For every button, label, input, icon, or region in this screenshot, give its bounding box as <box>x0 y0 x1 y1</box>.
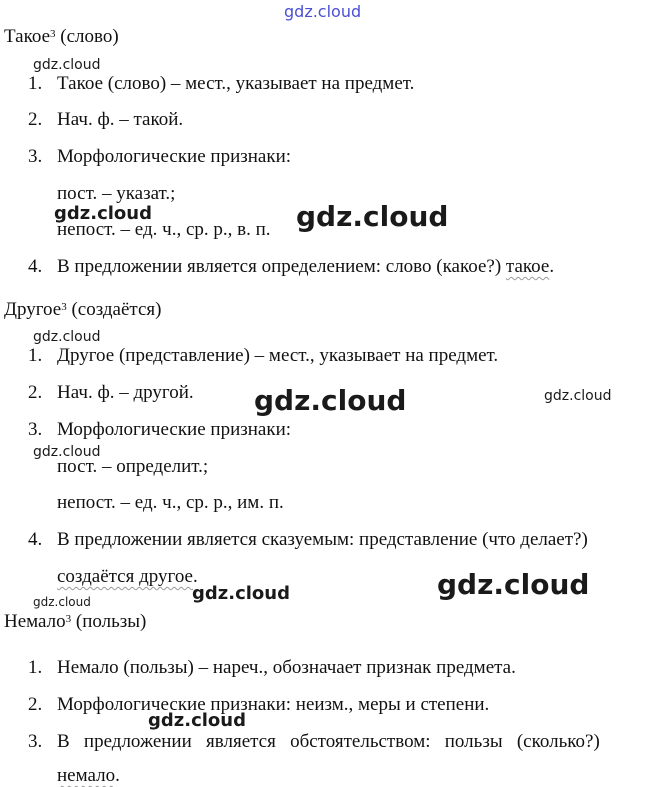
period: . <box>193 566 198 587</box>
list-item: В предложении является сказуемым: представление (что делает?) <box>57 529 588 550</box>
list-item: Нач. ф. – другой. <box>57 382 194 403</box>
heading-word: Другое <box>4 299 62 320</box>
watermark: gdz.cloud <box>54 203 152 224</box>
list-item-continuation <box>57 566 198 588</box>
watermark: gdz.cloud <box>148 710 246 731</box>
underlined-word: создаётся другое <box>57 566 193 587</box>
section-heading-nemalo <box>4 611 146 633</box>
list-item-continuation <box>57 765 120 787</box>
list-item <box>57 256 554 278</box>
list-number: 4. <box>28 256 43 277</box>
watermark: gdz.cloud <box>33 329 101 345</box>
watermark: gdz.cloud <box>33 57 101 73</box>
watermark: gdz.cloud <box>33 444 101 460</box>
list-item-text: В предложении является определением: слово (какое?) <box>57 256 506 277</box>
sub-line-variable: непост. – ед. ч., ср. р., им. п. <box>57 492 284 513</box>
watermark: gdz.cloud <box>296 200 449 233</box>
heading-rest: (пользы) <box>71 611 147 632</box>
sub-line-variable: непост. – ед. ч., ср. р., в. п. <box>57 219 271 240</box>
list-number: 1. <box>28 657 43 678</box>
list-item: Морфологические признаки: <box>57 146 292 167</box>
section-heading-drugoe <box>4 299 161 321</box>
watermark: gdz.cloud <box>544 388 612 404</box>
list-number: 1. <box>28 73 43 94</box>
watermark: gdz.cloud <box>254 384 407 417</box>
list-item: Такое (слово) – мест., указывает на предмет. <box>57 73 415 94</box>
heading-rest: (создаётся) <box>66 299 162 320</box>
list-item: В предложении является обстоятельством: пользы (сколько?) <box>57 731 600 752</box>
list-item: Морфологические признаки: неизм., меры и степени. <box>57 694 490 715</box>
watermark: gdz.cloud <box>437 568 590 601</box>
heading-superscript: 3 <box>50 28 56 40</box>
list-number: 3. <box>28 731 43 752</box>
underlined-word: такое <box>505 256 550 277</box>
underlined-word: немало <box>57 765 116 786</box>
list-number: 3. <box>28 146 43 167</box>
list-number: 4. <box>28 529 43 550</box>
list-item: Другое (представление) – мест., указывает на предмет. <box>57 345 499 366</box>
list-number: 1. <box>28 345 43 366</box>
heading-rest: (слово) <box>55 26 119 47</box>
list-item: Морфологические признаки: <box>57 419 292 440</box>
watermark: gdz.cloud <box>33 595 91 609</box>
watermark: gdz.cloud <box>192 583 290 604</box>
list-number: 2. <box>28 109 43 130</box>
section-heading-takoe <box>4 26 119 48</box>
heading-superscript: 3 <box>65 613 72 625</box>
list-item: Немало (пользы) – нареч., обозначает признак предмета. <box>57 657 516 678</box>
sub-line-constant: пост. – указат.; <box>57 183 176 204</box>
period: . <box>549 256 555 277</box>
heading-word: Немало <box>4 611 66 632</box>
list-number: 3. <box>28 419 43 440</box>
list-number: 2. <box>28 382 43 403</box>
header-watermark: gdz.cloud <box>284 2 362 21</box>
list-number: 2. <box>28 694 43 715</box>
sub-line-constant: пост. – определит.; <box>57 456 209 477</box>
list-item: Нач. ф. – такой. <box>57 109 184 130</box>
heading-superscript: 3 <box>61 301 67 313</box>
period: . <box>115 765 120 786</box>
heading-word: Такое <box>4 26 50 47</box>
